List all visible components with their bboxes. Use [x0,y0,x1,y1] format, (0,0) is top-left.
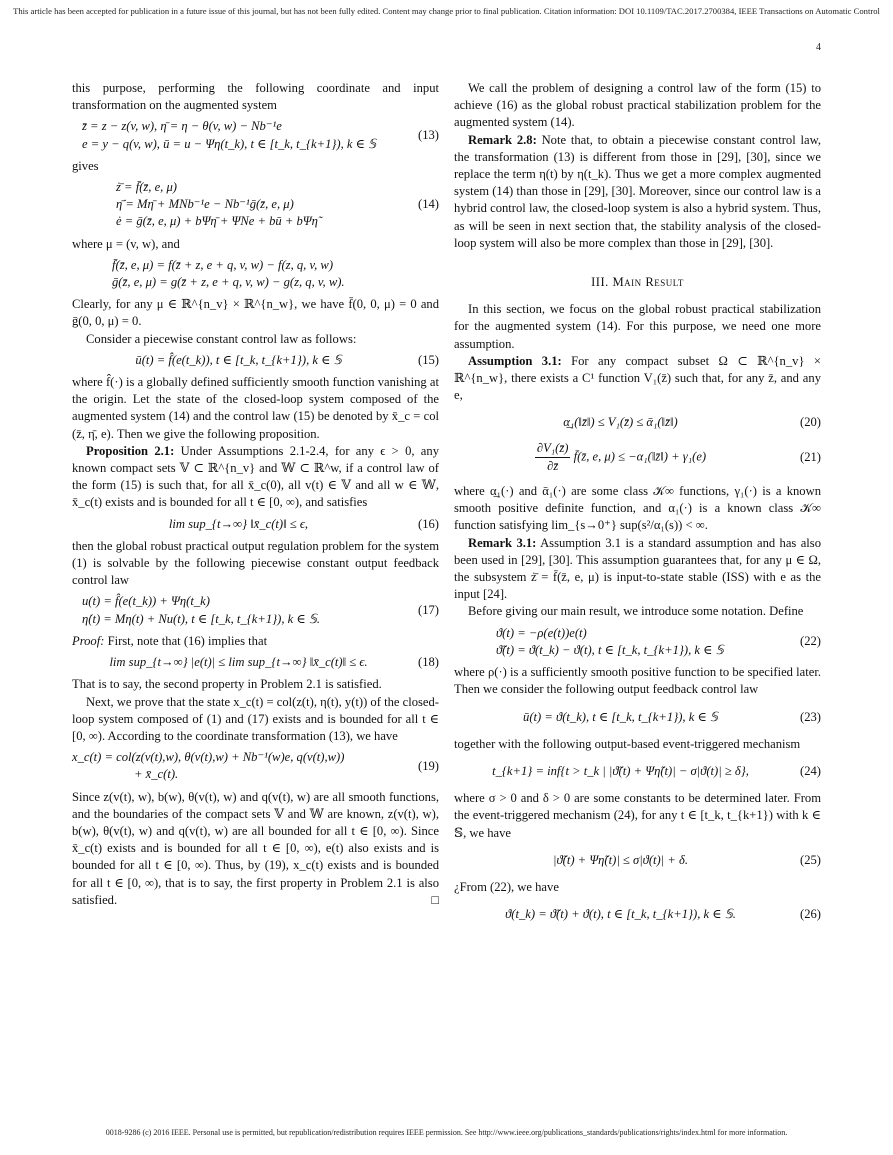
equation-17-line-2: η̇(t) = Mη(t) + Nu(t), t ∈ [t_k, t_{k+1}), k ∈ 𝕊. [82,611,321,626]
equation-13 [72,118,439,152]
equation-26-number: (26) [800,907,821,922]
paragraph-where-fhat: where f̂(·) is a globally defined sufficiently smooth function vanishing at the origin. Let the state of the closed-loop system composed of the augmented system (14) and the control law (15) be denoted by x̄_c = col (z̄, η̄, e). Then we give the following proposition. [72,375,439,441]
equation-20-number: (20) [800,415,821,430]
remark-2-8-text: Note that, to obtain a piecewise constant control law, the transformation (13) is different from those in [29], [30], since we replace the term η(t) by η(t_k). Thus we get a more complex augmented system (14) than those in [29], [30]. Moreover, since our control law is a hybrid control law, the closed-loop system is also a hybrid system. Thus, as will be seen in next section that, the stability analysis of the closed-loop system will also be more complex than those in [29], [30]. [454,132,821,250]
proposition-2-1 [72,443,439,512]
equation-f-g-definitions [72,257,439,291]
equation-14-line-1: ż̄ = f̄(z̄, e, μ) [116,180,177,195]
equation-23-number: (23) [800,709,821,724]
remark-3-1-text: Assumption 3.1 is a standard assumption and has also been used in [29], [30]. This assumption guarantees that, for any μ ∈ Ω, the subsystem ż̄ = f̄(z̄, e, μ) is input-to-state stable (ISS) with e as the input [24]. [454,535,822,602]
paragraph-from: ¿From (22), we have [454,879,559,894]
left-column [72,80,439,909]
equation-14-line-2: η̄̇ = Mη̄ + MNb⁻¹e − Nb⁻¹ḡ(z̄, e, μ) [116,197,294,212]
equation-15 [72,352,439,369]
paragraph-intro: this purpose, performing the following coordinate and input transformation on the augmented system [72,81,439,113]
equation-26-body: ϑ(t_k) = ϑ̃(t) + ϑ(t), t ∈ [t_k, t_{k+1}), k ∈ 𝕊. [505,907,736,922]
equation-20-body: α̲₁(‖z̄‖) ≤ V₁(z̄) ≤ ᾱ₁(‖z̄‖) [563,415,678,430]
equation-16-number: (16) [418,516,439,531]
equation-23 [454,709,821,726]
equation-26 [454,906,821,923]
equation-14-number: (14) [418,197,439,212]
equation-16-body: lim sup_{t→∞} ‖x̄_c(t)‖ ≤ ϵ, [168,516,309,531]
equation-22 [454,625,821,659]
paragraph-where-mu: where μ = (v, w), and [72,236,180,251]
proposition-label: Proposition 2.1: [86,443,175,458]
partial-derivative-fraction [535,440,571,475]
equation-25-number: (25) [800,852,821,867]
right-column [454,80,821,933]
proof-text: First, note that (16) implies that [104,633,268,648]
equation-17 [72,593,439,627]
equation-13-line-2: e = y − q(v, w), ū = u − Ψη(t_k), t ∈ [t_k, t_{k+1}), k ∈ 𝕊 [82,136,377,151]
equation-13-line-1: z̄ = z − z(v, w), η̄ = η − θ(v, w) − Nb⁻¹e [82,119,282,134]
equation-19-number: (19) [418,758,439,773]
assumption-label: Assumption 3.1: [468,353,562,368]
equation-21-body: f̄(z̄, e, μ) ≤ −α₁(‖z̄‖) + γ₁(e) [573,449,707,464]
equation-g-bar: ḡ(z̄, e, μ) = g(z̄ + z, e + q, v, w) − g(z, q, v, w). [112,275,345,290]
section-title: III. Main Result [591,275,684,290]
paragraph-clearly: Clearly, for any μ ∈ ℝ^{n_v} × ℝ^{n_w}, we have f̄(0, 0, μ) = 0 and ḡ(0, 0, μ) = 0. [72,297,439,329]
equation-20 [454,414,821,431]
equation-21-number: (21) [800,449,821,464]
equation-15-number: (15) [418,352,439,367]
equation-15-body: ū(t) = f̂(e(t_k)), t ∈ [t_k, t_{k+1}), k ∈ 𝕊 [135,352,342,367]
fraction-numerator: ∂V₁(z̄) [535,440,571,458]
paragraph-consider: Consider a piecewise constant control law as follows: [86,331,357,346]
equation-23-body: ū(t) = ϑ(t_k), t ∈ [t_k, t_{k+1}), k ∈ 𝕊 [523,709,718,724]
equation-14-line-3: ė = ḡ(z̄, e, μ) + bΨη̄ + ΨNe + bū + bΨη̃ [116,214,318,229]
paragraph-where-sigma: where σ > 0 and δ > 0 are some constants to be determined later. From the event-triggered mechanism (24), for any t ∈ [t_k, t_{k+1}) with k ∈ 𝕊, we have [454,791,821,840]
remark-3-1-label: Remark 3.1: [468,535,537,550]
equation-13-number: (13) [418,128,439,142]
equation-22-number: (22) [800,634,821,649]
equation-25-body: |ϑ̃(t) + Ψη̃(t)| ≤ σ|ϑ(t)| + δ. [553,852,688,867]
proposition-text: Under Assumptions 2.1-2.4, for any ϵ > 0, any known compact sets 𝕍 ⊂ ℝ^{n_v} and 𝕎 ⊂ ℝ^w, if a control law of the form (15) is such that, for all x̄_c(0), all v(t) ∈ 𝕍 and all w ∈ 𝕎, x̄_c(t) exists and is bounded for all t ∈ [0, ∞), and satisfies [72,443,439,510]
paragraph-we-call: We call the problem of designing a control law of the form (15) to achieve (16) as the global robust practical stabilization problem for the augmented system (14). [454,81,821,130]
paragraph-before: Before giving our main result, we introduce some notation. Define [468,604,804,619]
paragraph-gives: gives [72,158,99,173]
equation-24 [454,763,821,780]
equation-25 [454,852,821,869]
equation-16 [72,516,439,533]
paragraph-where-alpha: where α̲₁(·) and ᾱ₁(·) are some class 𝒦∞ functions, γ₁(·) is a known smooth positive definite function, and α₁(·) is a known class 𝒦∞ function satisfying lim_{s→0⁺} sup(s²/α₁(s)) < ∞. [454,484,821,533]
assumption-text: For any compact subset Ω ⊂ ℝ^{n_v} × ℝ^{n_w}, there exists a C¹ function V₁(z̄) such that, for any z̄, and any e, [454,353,821,403]
equation-17-number: (17) [418,603,439,618]
equation-24-number: (24) [800,763,821,778]
paragraph-then: then the global robust practical output regulation problem for the system (1) is solvable by the following piecewise constant output feedback control law [72,538,439,588]
equation-19-line-2: + x̄_c(t). [134,767,179,782]
paragraph-since-text: Since z(v(t), w), b(w), θ(v(t), w) and q(v(t), w) are all smooth functions, and the boundaries of the compact sets 𝕍 and 𝕎 are known, z(v(t), w), b(w), θ(v(t), w) and q(v(t), w) are all bounded for all t ∈ [0, ∞). Since x̄_c(t) exists and is bounded for all t ∈ [0, ∞), e(t) also exists and is bounded for all t ∈ [0, ∞). Thus, by (19), x_c(t) exists and is bounded for all t ∈ [0, ∞), that is to say, the first property in Problem 2.1 is also satisfied. [72,789,439,907]
equation-22-line-2: ϑ̃(t) = ϑ(t_k) − ϑ(t), t ∈ [t_k, t_{k+1}), k ∈ 𝕊 [496,642,724,657]
paragraph-that-is: That is to say, the second property in Problem 2.1 is satisfied. [72,677,382,692]
proof-start [72,633,439,650]
paragraph-section-intro: In this section, we focus on the global robust practical stabilization for the augmented system (14). For this purpose, we need one more assumption. [454,302,821,351]
remark-2-8 [454,132,821,252]
equation-24-body: t_{k+1} = inf{t > t_k | |ϑ̃(t) + Ψη̃(t)| − σ|ϑ(t)| ≥ δ}, [492,763,749,778]
equation-19 [72,749,439,783]
paragraph-together: together with the following output-based event-triggered mechanism [454,736,801,751]
page-number: 4 [816,42,821,53]
remark-2-8-label: Remark 2.8: [468,132,537,147]
qed-symbol: □ [431,892,439,907]
remark-3-1 [454,535,821,604]
copyright-footer: 0018-9286 (c) 2016 IEEE. Personal use is permitted, but republication/redistribution requires IEEE permission. See http://www.ieee.org/publications_standards/publications/rights/index.html for more information. [105,1128,788,1137]
paragraph-where-rho: where ρ(·) is a sufficiently smooth positive function to be specified later. Then we consider the following output feedback control law [454,665,821,697]
fraction-denominator: ∂z̄ [547,458,559,473]
equation-21 [454,440,821,475]
equation-18-number: (18) [418,655,439,670]
equation-22-line-1: ϑ(t) = −ρ(e(t))e(t) [496,625,587,640]
paragraph-next: Next, we prove that the state x_c(t) = col(z(t), η(t), y(t)) of the closed-loop system composed of (1) and (17) exists and is bounded for all t ∈ [0, ∞). According to the coordinate transformation (13), we have [72,694,439,743]
equation-14 [72,179,439,231]
journal-notice: This article has been accepted for publication in a future issue of this journal, but has not been fully edited. Content may change prior to final publication. Citation information: DOI 10.1109/TAC.2017.2700384, IEEE Transactions on Automatic Control [13,6,880,16]
equation-19-line-1: x_c(t) = col(z(v(t),w), θ(v(t),w) + Nb⁻¹(w)e, q(v(t),w)) [72,750,345,765]
equation-f-bar: f̄(z̄, e, μ) = f(z̄ + z, e + q, v, w) − f(z, q, v, w) [112,257,334,272]
equation-18 [72,654,439,671]
equation-18-body: lim sup_{t→∞} |e(t)| ≤ lim sup_{t→∞} ‖x̄_c(t)‖ ≤ ϵ. [109,655,368,670]
proof-label: Proof: [72,633,105,648]
paragraph-since [72,789,439,909]
equation-17-line-1: u(t) = f̂(e(t_k)) + Ψη(t_k) [82,594,210,609]
assumption-3-1 [454,353,821,405]
